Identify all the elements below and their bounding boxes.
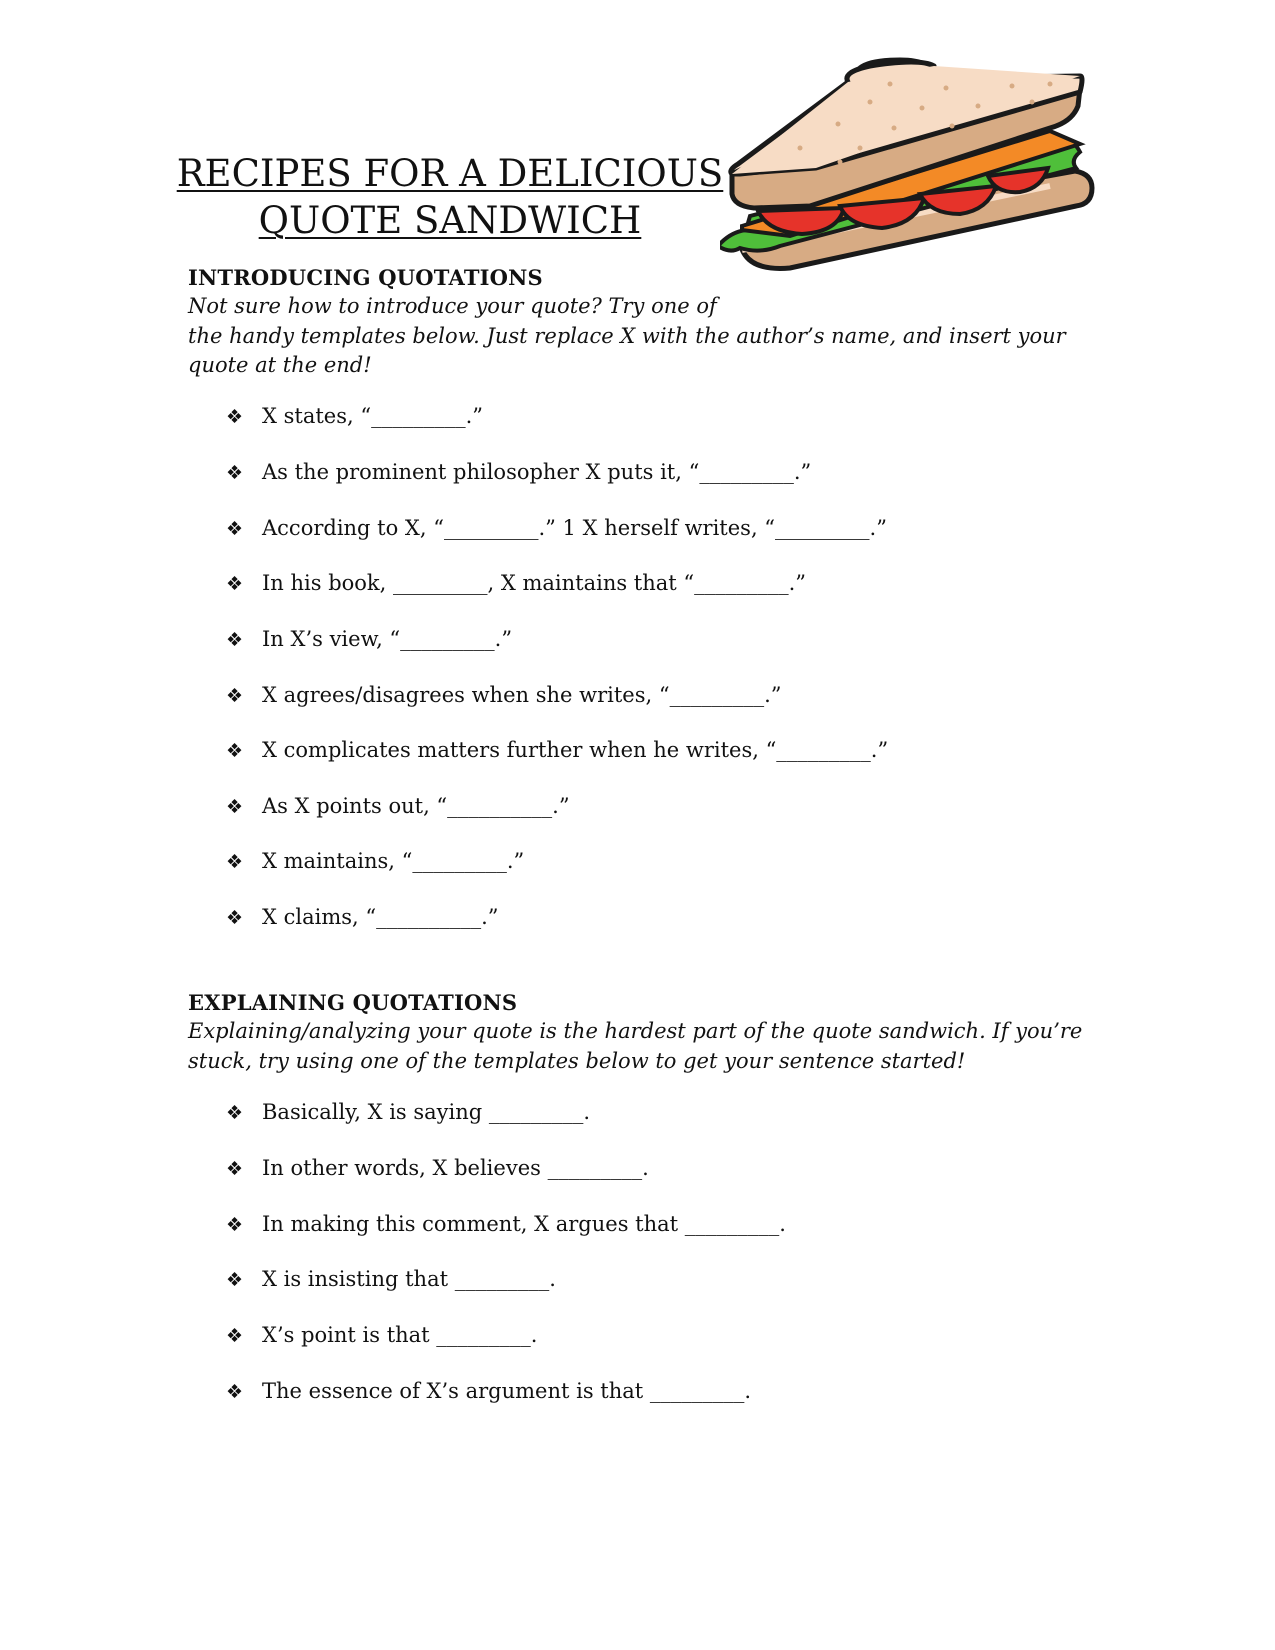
explaining-quotations-heading: EXPLAINING QUOTATIONS <box>188 990 518 1015</box>
diamond-bullet-icon: ❖ <box>226 1325 244 1347</box>
list-item <box>226 1097 590 1127</box>
introducing-instructions <box>188 292 1066 381</box>
list-item <box>226 401 483 431</box>
template-text: According to X, “_________.” 1 X herself writes, “_________.” <box>262 516 887 540</box>
template-text: In his book, _________, X maintains that “_________.” <box>262 571 807 595</box>
diamond-bullet-icon: ❖ <box>226 1158 244 1180</box>
diamond-bullet-icon: ❖ <box>226 851 244 873</box>
diamond-bullet-icon: ❖ <box>226 629 244 651</box>
diamond-bullet-icon: ❖ <box>226 685 244 707</box>
list-item <box>226 568 806 598</box>
list-item <box>226 902 499 932</box>
list-item <box>226 1209 786 1239</box>
instruction-line: quote at the end! <box>188 353 372 377</box>
list-item <box>226 624 512 654</box>
diamond-bullet-icon: ❖ <box>226 1269 244 1291</box>
template-text: X complicates matters further when he writes, “_________.” <box>262 738 889 762</box>
list-item <box>226 735 888 765</box>
template-text: X is insisting that _________. <box>262 1267 556 1291</box>
list-item <box>226 846 524 876</box>
diamond-bullet-icon: ❖ <box>226 518 244 540</box>
instruction-line: stuck, try using one of the templates below to get your sentence started! <box>188 1048 966 1073</box>
diamond-bullet-icon: ❖ <box>226 796 244 818</box>
instruction-line: Not sure how to introduce your quote? Try one of <box>188 294 717 318</box>
template-text: As X points out, “__________.” <box>262 794 570 818</box>
template-text: In X’s view, “_________.” <box>262 627 513 651</box>
template-text: X claims, “__________.” <box>262 905 499 929</box>
diamond-bullet-icon: ❖ <box>226 573 244 595</box>
explaining-instructions <box>188 1017 1082 1076</box>
instruction-line: the handy templates below. Just replace X with the author’s name, and insert your <box>188 323 1066 348</box>
template-text: Basically, X is saying _________. <box>262 1100 591 1124</box>
diamond-bullet-icon: ❖ <box>226 1381 244 1403</box>
instruction-line: Explaining/analyzing your quote is the hardest part of the quote sandwich. If you’re <box>188 1019 1083 1043</box>
sandwich-illustration <box>720 36 1140 331</box>
template-text: X agrees/disagrees when she writes, “_________.” <box>262 683 782 707</box>
diamond-bullet-icon: ❖ <box>226 1214 244 1236</box>
list-item <box>226 1153 649 1183</box>
diamond-bullet-icon: ❖ <box>226 1102 244 1124</box>
list-item <box>226 457 811 487</box>
template-text: X states, “_________.” <box>262 404 484 428</box>
introducing-quotations-heading: INTRODUCING QUOTATIONS <box>188 265 543 290</box>
template-text: In making this comment, X argues that _________. <box>262 1212 786 1236</box>
template-text: X maintains, “_________.” <box>262 849 525 873</box>
list-item <box>226 791 570 821</box>
page-title <box>160 150 740 244</box>
list-item <box>226 1320 537 1350</box>
template-text: The essence of X’s argument is that _________. <box>262 1379 752 1403</box>
diamond-bullet-icon: ❖ <box>226 907 244 929</box>
template-text: X’s point is that _________. <box>262 1323 538 1347</box>
diamond-bullet-icon: ❖ <box>226 462 244 484</box>
list-item <box>226 513 887 543</box>
list-item <box>226 1376 751 1406</box>
diamond-bullet-icon: ❖ <box>226 740 244 762</box>
list-item <box>226 1264 556 1294</box>
title-line-2: QUOTE SANDWICH <box>258 199 642 242</box>
list-item <box>226 680 781 710</box>
diamond-bullet-icon: ❖ <box>226 406 244 428</box>
template-text: As the prominent philosopher X puts it, “_________.” <box>262 460 812 484</box>
template-text: In other words, X believes _________. <box>262 1156 649 1180</box>
title-line-1: RECIPES FOR A DELICIOUS <box>176 152 724 195</box>
